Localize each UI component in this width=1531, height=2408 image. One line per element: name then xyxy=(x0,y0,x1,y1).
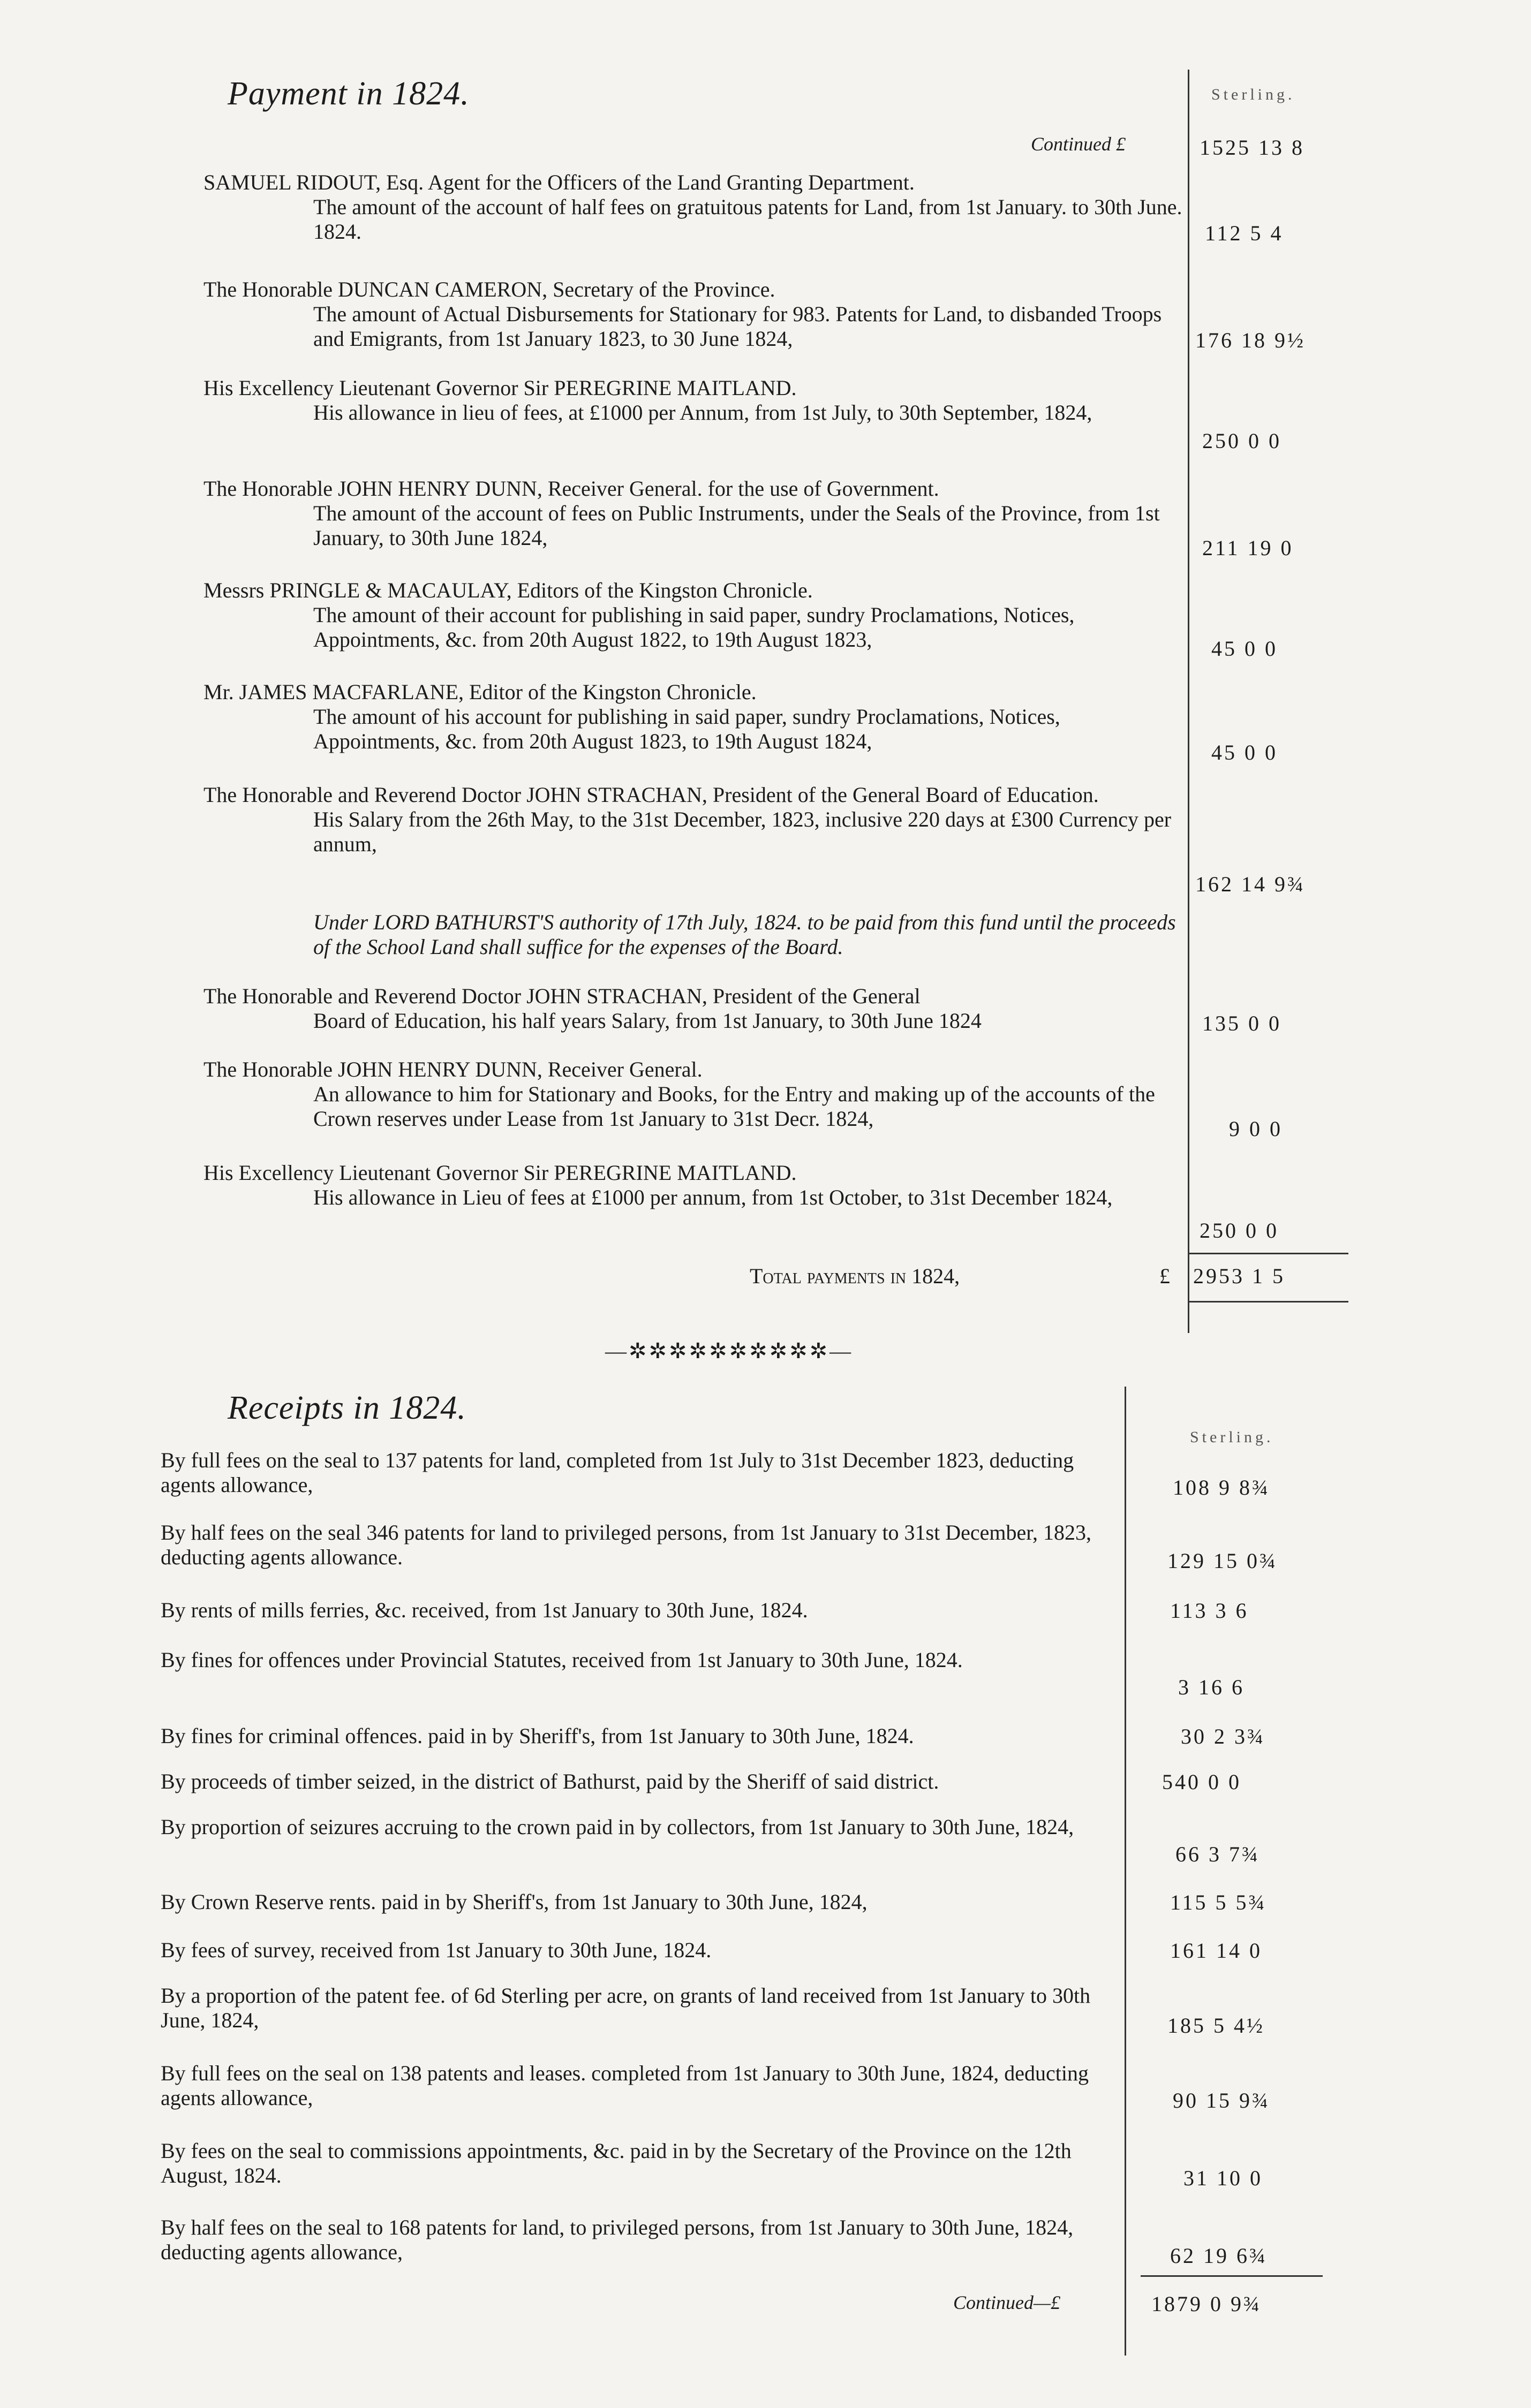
receipt-entry-text: By fines for offences under Provincial Statutes, received from 1st January to 30th June, 1824. xyxy=(161,1648,963,1672)
receipt-entry xyxy=(161,1520,1114,1570)
payment-entry-amount: 112 5 4 xyxy=(1205,221,1284,245)
payment-entry-head: The Honorable JOHN HENRY DUNN, Receiver General. xyxy=(203,1057,703,1081)
receipt-entry-amount: 161 14 0 xyxy=(1170,1938,1262,1963)
payment-entry xyxy=(203,1161,1183,1210)
receipt-entry xyxy=(161,1815,1114,1839)
payment-entry-amount: 9 0 0 xyxy=(1229,1117,1283,1141)
receipts-title: Receipts in 1824. xyxy=(228,1390,466,1426)
receipt-entry-text: By half fees on the seal to 168 patents for land, to privileged persons, from 1st January to 30th June, 1824, deducting agents allowance, xyxy=(161,2215,1074,2264)
payment-entry-body: The amount of the account of fees on Public Instruments, under the Seals of the Province, from 1st January, to 30th June 1824, xyxy=(313,501,1160,550)
receipt-entry xyxy=(161,1724,1114,1748)
payment-entry xyxy=(203,170,1183,244)
payment-entry-body: The amount of Actual Disbursements for Stationary for 983. Patents for Land, to disbanded Troops and Emigrants, from 1st January 1823, to 30 June 1824, xyxy=(313,302,1162,351)
receipt-entry-amount: 185 5 4½ xyxy=(1167,2013,1265,2038)
payment-entry xyxy=(203,984,1183,1033)
receipt-entry-amount: 113 3 6 xyxy=(1170,1599,1249,1623)
payment-entry xyxy=(203,376,1183,425)
receipt-entry-text: By proceeds of timber seized, in the district of Bathurst, paid by the Sheriff of said district. xyxy=(161,1769,939,1793)
payment-entry-head: Messrs PRINGLE & MACAULAY, Editors of the Kingston Chronicle. xyxy=(203,578,813,602)
payment-entry xyxy=(203,1057,1183,1131)
payment-entry-body: His allowance in lieu of fees, at £1000 per Annum, from 1st July, to 30th September, 1824, xyxy=(313,400,1092,425)
receipt-entry-amount: 30 2 3¾ xyxy=(1181,1724,1265,1748)
receipts-column-heading: Sterling. xyxy=(1190,1428,1274,1446)
receipt-entry-text: By fees of survey, received from 1st January to 30th June, 1824. xyxy=(161,1938,712,1962)
receipt-entry xyxy=(161,1598,1114,1623)
receipt-entry xyxy=(161,2061,1114,2110)
receipt-entry-amount: 540 0 0 xyxy=(1162,1770,1241,1794)
receipt-entry-text: By rents of mills ferries, &c. received, from 1st January to 30th June, 1824. xyxy=(161,1598,808,1622)
payment-entry-head: SAMUEL RIDOUT, Esq. Agent for the Officers of the Land Granting Department. xyxy=(203,170,915,194)
receipts-continued-label: Continued—£ xyxy=(953,2292,1061,2313)
payments-total-amount: 2953 1 5 xyxy=(1193,1264,1285,1288)
payments-total-currency: £ xyxy=(1159,1264,1170,1288)
receipt-entry-text: By fees on the seal to commissions appointments, &c. paid in by the Secretary of the Province on the 12th August, 1824. xyxy=(161,2139,1072,2187)
payment-entry-body: His Salary from the 26th May, to the 31st December, 1823, inclusive 220 days at £300 Currency per annum, xyxy=(313,807,1172,856)
payments-column-rule xyxy=(1188,70,1189,1333)
receipt-entry xyxy=(161,1890,1114,1914)
receipt-entry xyxy=(161,2139,1114,2188)
receipt-entry-text: By fines for criminal offences. paid in by Sheriff's, from 1st January to 30th June, 1824. xyxy=(161,1724,914,1748)
payment-entry xyxy=(203,680,1183,754)
payment-entry-body: The amount of the account of half fees on gratuitous patents for Land, from 1st January. to 30th June. 1824. xyxy=(313,195,1182,244)
receipt-entry-amount: 129 15 0¾ xyxy=(1167,1549,1278,1573)
receipt-entry-text: By full fees on the seal to 137 patents for land, completed from 1st July to 31st December 1823, deducting agents allowance, xyxy=(161,1448,1074,1497)
payments-total-rule xyxy=(1188,1253,1348,1254)
payment-entry xyxy=(203,578,1183,652)
payments-continued-amount: 1525 13 8 xyxy=(1200,135,1304,160)
receipt-entry-amount: 31 10 0 xyxy=(1183,2166,1263,2190)
receipts-continued-amount: 1879 0 9¾ xyxy=(1151,2292,1262,2316)
payment-entry-body: Board of Education, his half years Salary, from 1st January, to 30th June 1824 xyxy=(313,1009,982,1033)
receipt-entry-text: By full fees on the seal on 138 patents and leases. completed from 1st January to 30th June, 1824, deducting agents allowance, xyxy=(161,2061,1089,2110)
receipt-entry-text: By half fees on the seal 346 patents for land to privileged persons, from 1st January to 31st December, 1823, deducting agents allowance. xyxy=(161,1520,1091,1569)
payment-entry-head: The Honorable and Reverend Doctor JOHN STRACHAN, President of the General xyxy=(203,984,921,1008)
payment-entry-amount: 250 0 0 xyxy=(1202,429,1281,453)
receipt-entry xyxy=(161,1983,1114,2033)
receipt-entry xyxy=(161,1448,1114,1497)
payment-entry-amount: 45 0 0 xyxy=(1211,637,1278,661)
payments-total-label xyxy=(750,1263,960,1289)
payment-entry-head: His Excellency Lieutenant Governor Sir PEREGRINE MAITLAND. xyxy=(203,1161,797,1185)
payment-entry-body: An allowance to him for Stationary and Books, for the Entry and making up of the accounts of the Crown reserves under Lease from 1st January to 31st Decr. 1824, xyxy=(313,1082,1155,1131)
payment-entry-amount: 135 0 0 xyxy=(1202,1011,1281,1035)
payment-entry-head: The Honorable JOHN HENRY DUNN, Receiver General. for the use of Government. xyxy=(203,476,939,501)
receipt-entry-amount: 62 19 6¾ xyxy=(1170,2244,1268,2268)
receipt-entry-amount: 3 16 6 xyxy=(1178,1675,1245,1699)
receipt-entry-amount: 66 3 7¾ xyxy=(1175,1842,1260,1866)
receipts-continued-rule xyxy=(1141,2275,1323,2277)
payment-entry-body: The amount of his account for publishing in said paper, sundry Proclamations, Notices, Appointments, &c. from 20th August 1823, to 19th August 1824, xyxy=(313,705,1060,753)
payment-entry-amount: 250 0 0 xyxy=(1200,1218,1279,1243)
payment-entry xyxy=(203,783,1183,857)
section-divider: —✲✲✲✲✲✲✲✲✲✲— xyxy=(605,1339,854,1363)
receipt-entry xyxy=(161,2215,1114,2265)
payment-entry-head: The Honorable DUNCAN CAMERON, Secretary of the Province. xyxy=(203,277,775,301)
payment-entry-note-text: Under LORD BATHURST'S authority of 17th July, 1824. to be paid from this fund until the proceeds of the School Land shall suffice for the expenses of the Board. xyxy=(313,910,1176,959)
receipt-entry-amount: 108 9 8¾ xyxy=(1173,1475,1270,1500)
payment-entry-amount: 176 18 9½ xyxy=(1195,328,1306,352)
receipt-entry xyxy=(161,1769,1125,1794)
payment-entry-head: The Honorable and Reverend Doctor JOHN STRACHAN, President of the General Board of Education. xyxy=(203,783,1099,807)
payments-total-text: Total payments in 1824, xyxy=(750,1264,960,1288)
payment-entry xyxy=(203,476,1183,550)
payments-title: Payment in 1824. xyxy=(228,75,470,112)
payments-continued-label: Continued £ xyxy=(1031,133,1126,155)
receipt-entry-text: By proportion of seizures accruing to the crown paid in by collectors, from 1st January to 30th June, 1824, xyxy=(161,1815,1074,1839)
payment-entry-head: Mr. JAMES MACFARLANE, Editor of the Kingston Chronicle. xyxy=(203,680,757,704)
receipt-entry-text: By a proportion of the patent fee. of 6d Sterling per acre, on grants of land received from 1st January to 30th June, 1824, xyxy=(161,1983,1091,2032)
receipts-column-rule xyxy=(1125,1387,1126,2356)
payment-entry-amount: 162 14 9¾ xyxy=(1195,872,1306,896)
payment-entry-head: His Excellency Lieutenant Governor Sir PEREGRINE MAITLAND. xyxy=(203,376,797,400)
payment-entry-amount: 211 19 0 xyxy=(1202,536,1294,560)
receipt-entry xyxy=(161,1648,1114,1672)
payments-column-heading: Sterling. xyxy=(1211,86,1295,103)
receipt-entry-amount: 90 15 9¾ xyxy=(1173,2088,1270,2112)
payment-entry-note xyxy=(203,910,1183,959)
receipt-entry-amount: 115 5 5¾ xyxy=(1170,1890,1267,1914)
payment-entry-body: The amount of their account for publishing in said paper, sundry Proclamations, Notices, Appointments, &c. from 20th August 1822, to 19th August 1823, xyxy=(313,603,1075,652)
payment-entry-body: His allowance in Lieu of fees at £1000 per annum, from 1st October, to 31st December 1824, xyxy=(313,1185,1113,1209)
payment-entry xyxy=(203,277,1183,351)
payments-total-underline xyxy=(1188,1301,1348,1303)
receipt-entry-text: By Crown Reserve rents. paid in by Sheriff's, from 1st January to 30th June, 1824, xyxy=(161,1890,868,1914)
receipt-entry xyxy=(161,1938,1114,1963)
payment-entry-amount: 45 0 0 xyxy=(1211,740,1278,764)
